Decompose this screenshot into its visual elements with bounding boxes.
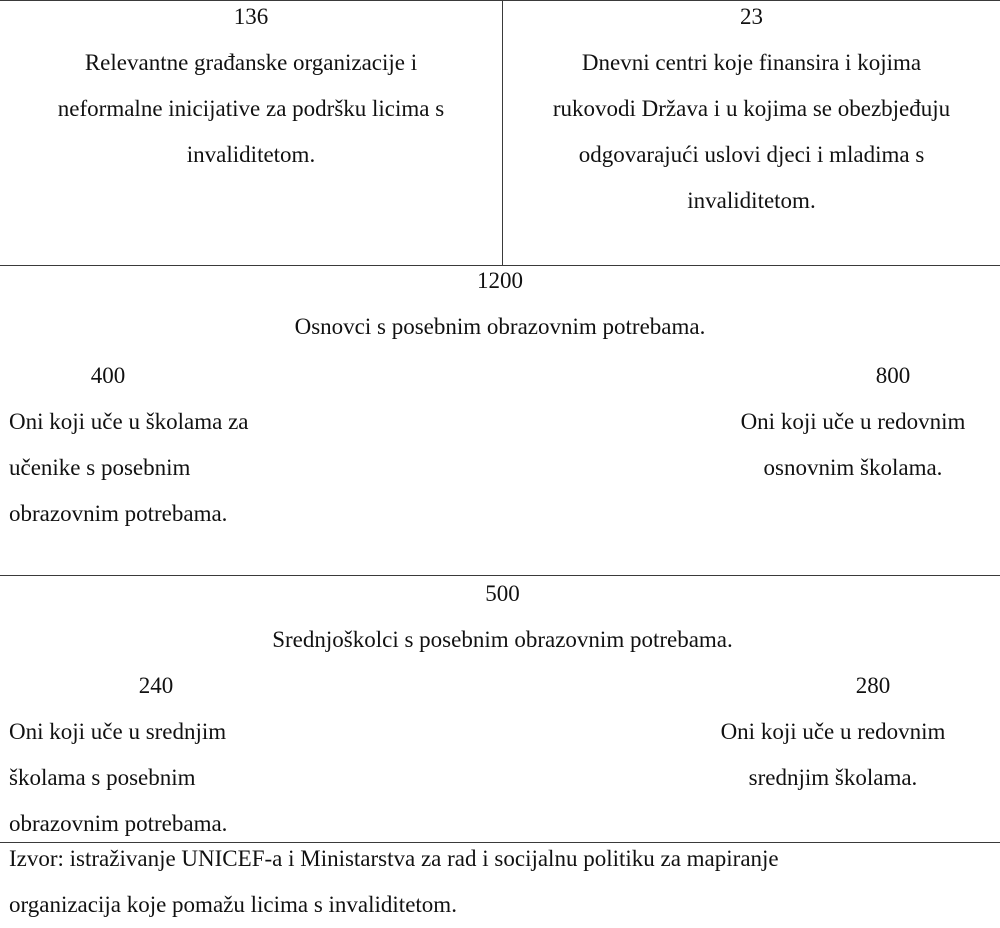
day-centers-count: 23 — [740, 4, 763, 29]
organizations-line-3: invaliditetom. — [186, 142, 316, 167]
primary-special-schools-count: 400 — [90, 363, 126, 388]
primary-regular-schools-text — [715, 399, 991, 491]
source-note — [9, 836, 779, 928]
primary-regular-schools-count-wrap — [843, 353, 943, 399]
secondary-title: Srednjoškolci s posebnim obrazovnim potrebama. — [272, 627, 733, 652]
organizations-cell — [0, 0, 502, 178]
source-line-1: Izvor: istraživanje UNICEF-a i Ministarstva za rad i socijalnu politiku za mapiranje — [9, 846, 779, 871]
primary-students-header — [0, 258, 1000, 350]
secondary-special-line-1: Oni koji uče u srednjim — [9, 719, 227, 744]
secondary-regular-schools-count-wrap — [823, 663, 923, 709]
organizations-line-2: neformalne inicijative za podršku licima s — [57, 96, 445, 121]
secondary-special-schools-count-wrap — [106, 663, 206, 709]
primary-regular-line-1: Oni koji uče u redovnim — [740, 409, 966, 434]
organizations-count: 136 — [233, 4, 269, 29]
secondary-special-line-2: školama s posebnim — [9, 765, 196, 790]
primary-special-line-1: Oni koji uče u školama za — [9, 409, 249, 434]
primary-special-line-2: učenike s posebnim — [9, 455, 191, 480]
day-centers-line-1: Dnevni centri koje finansira i kojima — [581, 50, 922, 75]
day-centers-line-3: odgovarajući uslovi djeci i mladima s — [578, 142, 925, 167]
primary-title: Osnovci s posebnim obrazovnim potrebama. — [294, 314, 706, 339]
primary-total: 1200 — [477, 268, 523, 293]
organizations-line-1: Relevantne građanske organizacije i — [84, 50, 418, 75]
secondary-special-line-3: obrazovnim potrebama. — [9, 811, 228, 836]
secondary-students-header — [0, 571, 1000, 663]
day-centers-line-2: rukovodi Država i u kojima se obezbjeđuju — [552, 96, 951, 121]
primary-special-schools-text — [9, 399, 249, 537]
secondary-regular-schools-text — [695, 709, 971, 801]
source-line-2: organizacija koje pomažu licima s invaliditetom. — [9, 892, 457, 917]
primary-special-schools-count-wrap — [58, 353, 158, 399]
day-centers-line-4: invaliditetom. — [687, 188, 816, 213]
secondary-special-schools-text — [9, 709, 227, 847]
secondary-regular-line-1: Oni koji uče u redovnim — [720, 719, 946, 744]
secondary-special-schools-count: 240 — [138, 673, 174, 698]
secondary-total: 500 — [485, 581, 520, 606]
day-centers-cell — [503, 0, 1000, 224]
secondary-regular-line-2: srednjim školama. — [748, 765, 918, 790]
secondary-regular-schools-count: 280 — [855, 673, 891, 698]
primary-special-line-3: obrazovnim potrebama. — [9, 501, 228, 526]
primary-regular-schools-count: 800 — [875, 363, 911, 388]
primary-regular-line-2: osnovnim školama. — [763, 455, 943, 480]
